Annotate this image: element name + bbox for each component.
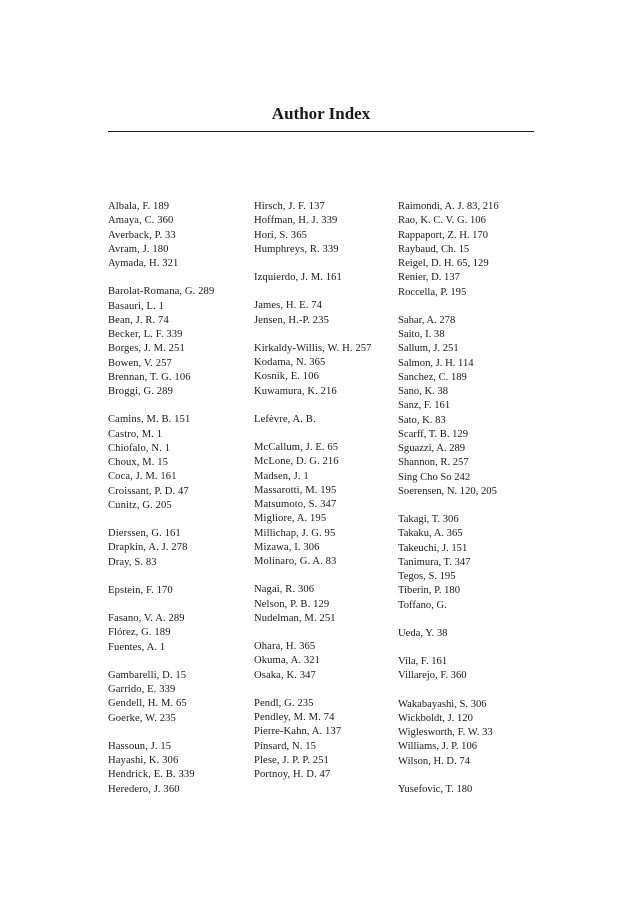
- index-column-1: [108, 200, 250, 811]
- author-entry: Kodama, N. 365: [254, 357, 326, 368]
- author-entry: Roccella, P. 195: [398, 286, 467, 298]
- author-entry: Molinaro, G. A. 83: [254, 556, 337, 567]
- author-entry: Bean, J. R. 74: [108, 314, 169, 326]
- author-entry: Ueda, Y. 38: [398, 627, 448, 639]
- index-letter-group: [108, 200, 250, 271]
- author-entry: Wilson, H. D. 74: [398, 755, 470, 767]
- author-entry: Rao, K. C. V. G. 106: [398, 215, 486, 227]
- author-entry: Toffano, G.: [398, 599, 447, 611]
- author-entry: Broggi, G. 289: [108, 386, 173, 397]
- index-letter-group: [108, 669, 250, 726]
- author-entry: Choux, M. 15: [108, 457, 169, 468]
- author-entry: Barolat-Romana, G. 289: [108, 286, 215, 298]
- index-letter-group: [108, 612, 250, 655]
- author-entry: Sahar, A. 278: [398, 314, 456, 326]
- author-entry: Sanchez, C. 189: [398, 371, 467, 383]
- author-entry: Shannon, R. 257: [398, 457, 469, 469]
- author-entry: Aymada, H. 321: [108, 258, 179, 269]
- author-entry: Wakabayashi, S. 306: [398, 698, 487, 710]
- author-entry: Flórez, G. 189: [108, 627, 171, 639]
- author-entry: Bowen, V. 257: [108, 357, 172, 369]
- author-entry: Lefèvre, A. B.: [254, 413, 316, 425]
- author-entry: Salmon, J. H. 114: [398, 357, 474, 369]
- author-entry: Pinsard, N. 15: [254, 740, 317, 752]
- author-entry: Massarotti, M. 195: [254, 484, 337, 496]
- author-entry: Heredero, J. 360: [108, 783, 180, 795]
- author-entry: Tegos, S. 195: [398, 571, 456, 582]
- author-entry: Hirsch, J. F. 137: [254, 201, 325, 212]
- author-entry: Humphreys, R. 339: [254, 243, 339, 255]
- author-entry: Pendl, G. 235: [254, 697, 314, 709]
- author-entry: Drapkin, A. J. 278: [108, 542, 188, 554]
- author-entry: Plese, J. P. P. 251: [254, 754, 329, 766]
- index-letter-group: [108, 740, 250, 797]
- author-entry: Epstein, F. 170: [108, 584, 173, 596]
- author-entry: Matsumoto, S. 347: [254, 499, 337, 510]
- author-entry: Basauri, L. 1: [108, 300, 165, 312]
- page-title: Author Index: [271, 104, 371, 123]
- author-entry: James, H. E. 74: [254, 300, 322, 312]
- index-letter-group: [398, 698, 540, 769]
- index-letter-group: [254, 697, 396, 783]
- author-entry: Portnoy, H. D. 47: [254, 769, 331, 780]
- author-entry: Albala, F. 189: [108, 201, 170, 212]
- author-entry: Gambarelli, D. 15: [108, 669, 187, 681]
- index-letter-group: [254, 441, 396, 569]
- author-entry: Dierssen, G. 161: [108, 528, 181, 539]
- author-entry: Kuwamura, K. 216: [254, 385, 337, 397]
- author-entry: McLone, D. G. 216: [254, 456, 339, 468]
- index-letter-group: [108, 527, 250, 570]
- index-letter-group: [398, 314, 540, 499]
- author-entry: Amaya, C. 360: [108, 215, 174, 227]
- author-entry: Madsen, J. 1: [254, 470, 309, 482]
- author-entry: Raybaud, Ch. 15: [398, 243, 470, 255]
- author-entry: Okuma, A. 321: [254, 655, 321, 667]
- author-entry: Sato, K. 83: [398, 414, 446, 426]
- author-entry: Wickboldt, J. 120: [398, 712, 473, 724]
- author-entry: Pierre-Kahn, A. 137: [254, 726, 342, 738]
- author-entry: Takaku, A. 365: [398, 528, 463, 540]
- author-entry: Becker, L. F. 339: [108, 329, 183, 340]
- author-entry: Migliore, A. 195: [254, 513, 327, 525]
- author-entry: Nelson, P. B. 129: [254, 598, 330, 610]
- index-letter-group: [398, 783, 540, 797]
- author-entry: Borges, J. M. 251: [108, 343, 185, 355]
- index-letter-group: [108, 584, 250, 598]
- author-entry: Takeuchi, J. 151: [398, 542, 468, 554]
- author-entry: Tiberin, P. 180: [398, 585, 461, 597]
- author-entry: Sguazzi, A. 289: [398, 443, 466, 454]
- author-entry: Sallum, J. 251: [398, 343, 459, 355]
- author-entry: Reigel, D. H. 65, 129: [398, 258, 489, 269]
- index-letter-group: [398, 627, 540, 641]
- author-entry: Vila, F. 161: [398, 656, 448, 667]
- index-column-3: [398, 200, 540, 811]
- index-letter-group: [108, 413, 250, 513]
- author-entry: Scarff, T. B. 129: [398, 428, 469, 440]
- author-entry: Brennan, T. G. 106: [108, 371, 191, 383]
- author-entry: Gendell, H. M. 65: [108, 698, 187, 710]
- author-entry: Izquierdo, J. M. 161: [254, 272, 342, 283]
- index-letter-group: [108, 285, 250, 399]
- author-entry: Dray, S. 83: [108, 556, 157, 568]
- author-entry: Fasano, V. A. 289: [108, 613, 185, 624]
- author-entry: Raimondi, A. J. 83, 216: [398, 201, 499, 212]
- index-letter-group: [254, 583, 396, 626]
- author-entry: Camins, M. B. 151: [108, 414, 191, 426]
- author-entry: Rappaport, Z. H. 170: [398, 229, 489, 241]
- author-entry: Kirkaldy-Willis, W. H. 257: [254, 342, 372, 354]
- author-entry: Mizawa, I. 306: [254, 541, 320, 553]
- index-column-2: [254, 200, 396, 796]
- author-entry: Coca, J. M. 161: [108, 471, 177, 483]
- author-entry: Wiglesworth, F. W. 33: [398, 727, 493, 738]
- author-entry: Takagi, T. 306: [398, 514, 459, 525]
- author-entry: Chiofalo, N. 1: [108, 442, 171, 454]
- author-entry: McCallum, J. E. 65: [254, 442, 339, 453]
- index-letter-group: [398, 200, 540, 300]
- index-letter-group: [254, 299, 396, 328]
- author-entry: Kosnik, E. 106: [254, 371, 319, 383]
- author-entry: Nagai, R. 306: [254, 584, 315, 596]
- author-entry: Averback, P. 33: [108, 229, 176, 241]
- author-entry: Cunitz, G. 205: [108, 499, 172, 511]
- index-letter-group: [254, 200, 396, 257]
- author-entry: Pendley, M. M. 74: [254, 712, 335, 723]
- author-entry: Yusefovic, T. 180: [398, 783, 473, 795]
- index-letter-group: [254, 413, 396, 427]
- author-entry: Sano, K. 38: [398, 386, 449, 397]
- author-entry: Jensen, H.-P. 235: [254, 314, 329, 326]
- index-letter-group: [254, 640, 396, 683]
- index-letter-group: [254, 342, 396, 399]
- index-letter-group: [398, 655, 540, 684]
- index-letter-group: [254, 271, 396, 285]
- author-entry: Villarejo, F. 360: [398, 670, 467, 682]
- author-entry: Nudelman, M. 251: [254, 612, 336, 624]
- author-entry: Williams, J. P. 106: [398, 741, 478, 753]
- author-entry: Ohara, H. 365: [254, 641, 316, 652]
- author-entry: Saito, I. 38: [398, 329, 445, 340]
- author-entry: Hendrick, E. B. 339: [108, 769, 195, 781]
- author-entry: Hassoun, J. 15: [108, 740, 172, 752]
- author-entry: Castro, M. 1: [108, 428, 163, 440]
- author-entry: Millichap, J. G. 95: [254, 527, 336, 539]
- author-entry: Renier, D. 137: [398, 272, 460, 284]
- author-entry: Osaka, K. 347: [254, 669, 316, 681]
- title-rule: [108, 131, 534, 132]
- author-entry: Goerke, W. 235: [108, 712, 176, 724]
- author-entry: Hoffman, H. J. 339: [254, 215, 338, 227]
- author-entry: Sanz, F. 161: [398, 400, 451, 412]
- index-letter-group: [398, 513, 540, 613]
- author-entry: Garrido, E. 339: [108, 684, 176, 695]
- author-entry: Tanimura, T. 347: [398, 556, 471, 568]
- author-entry: Soerensen, N. 120, 205: [398, 485, 497, 497]
- author-entry: Avram, J. 180: [108, 243, 169, 255]
- author-entry: Hori, S. 365: [254, 229, 307, 241]
- author-entry: Croissant, P. D. 47: [108, 485, 189, 497]
- author-entry: Sing Cho So 242: [398, 471, 471, 483]
- author-entry: Fuentes, A. 1: [108, 641, 166, 653]
- author-entry: Hayashi, K. 306: [108, 755, 179, 766]
